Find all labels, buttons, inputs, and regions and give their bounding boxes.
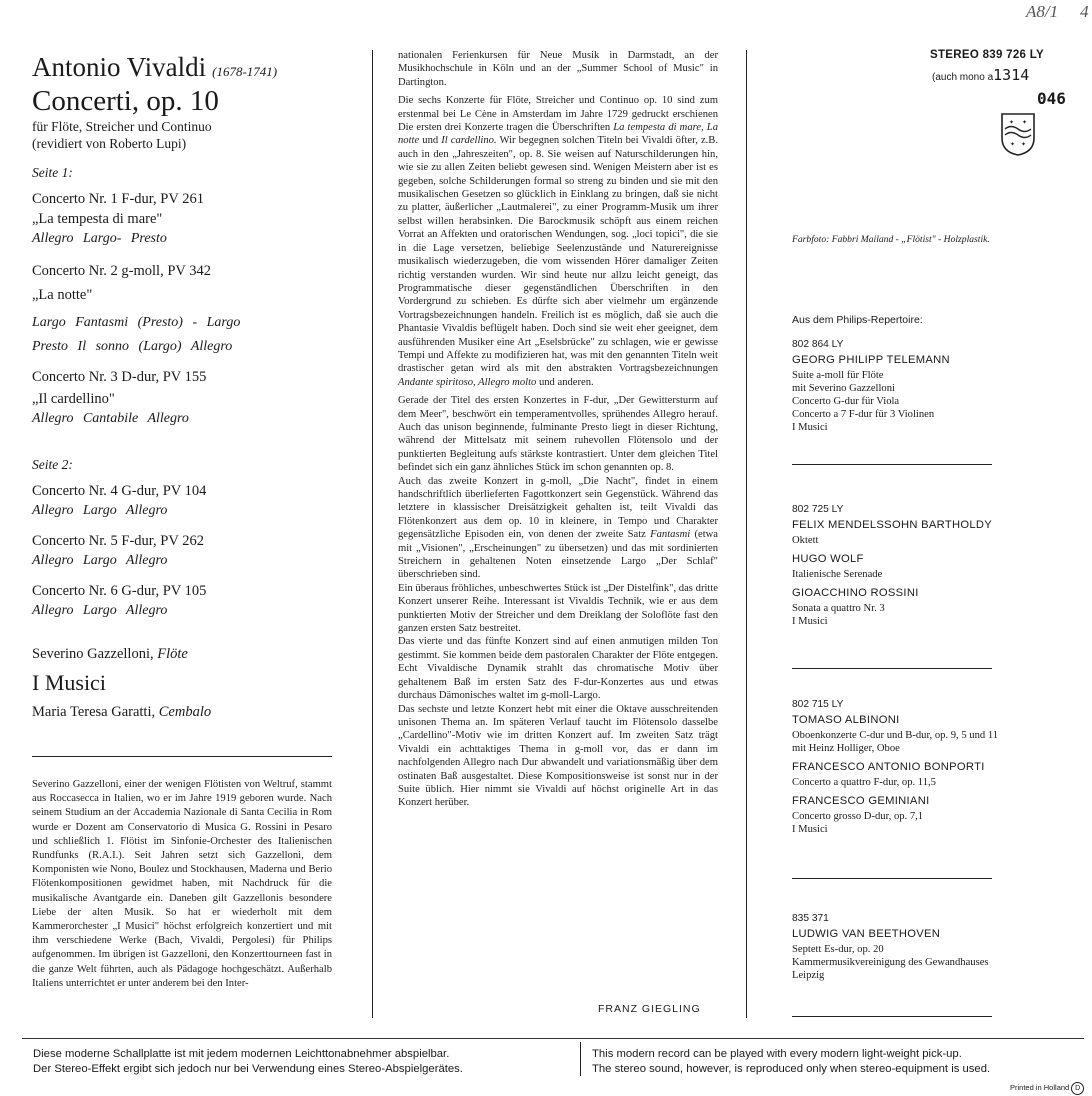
repertoire-work: mit Severino Gazzelloni [792,383,895,394]
notes-text: (etwa mit „Visionen", „Erscheinungen" zu übersetzen) und das mit sordinierten Streichern in gehaltenen Noten einsetzende Largo „Der Schlaf" überschrieben sind. [398,529,718,581]
svg-text:✦: ✦ [1022,119,1028,126]
soloist-line [32,643,352,665]
concerto-3 [32,367,352,429]
repertoire-composer: HUGO WOLF [792,553,864,565]
philips-shield-icon [1000,112,1036,156]
concerto-4 [32,481,352,521]
notes-title: La tempesta di mare, La notte [398,122,718,147]
repertoire-work: Italienische Serenade [792,569,883,580]
repertoire-work: Concerto grosso D-dur, op. 7,1 [792,811,924,822]
footer-german-line-2: Der Stereo-Effekt ergibt sich jedoch nur bei Verwendung eines Stereo-Abspielgerätes. [33,1063,463,1075]
repertoire-work: I Musici [792,824,828,835]
repertoire-divider [792,878,992,879]
left-divider [32,756,332,757]
footer-german-line-1: Diese moderne Schallplatte ist mit jedem modernen Leichttonabnehmer abspielbar. [33,1048,450,1060]
program-column [32,52,352,723]
side-1-label: Seite 1: [32,165,73,180]
mono-code: 1314 [993,66,1030,84]
harpsichordist-line [32,701,352,723]
footer-english [592,1047,1072,1077]
repertoire-work: Concerto G-dur für Viola [792,396,900,407]
notes-text: Die sechs Konzerte für Flöte, Streicher und Continuo op. 10 sind zum erstenmal bei Le Cène in Amsterdam im Jahre 1729 gedruckt erschienen Die ersten drei Konzerte tragen die Überschriften [398,95,718,134]
mono-catalog-line [932,66,1029,84]
notes-paragraph: Das sechste und letzte Konzert hebt mit einer die Oktave ausschreitenden unisonen Thema an. Im späteren Verlauf taucht im Flötensolo dasselbe „Cardellino"-Motiv wie im dritten Konzert auf. Im zweiten Satz trägt Vivaldi ein achttaktiges Thema in g-moll vor, das er dann im nachfolgenden Allegro nach Dur abwandelt und variationsmäßig über dem ostinaten Baß ausgestaltet. Diese Kompositionsweise ist sonst nur in der Suite üblich. Hier nimmt sie Vivaldi auf höchst originelle Art in das Konzert herüber. [398,703,718,809]
notes-text: Auch das zweite Konzert in g-moll, „Die Nacht", findet in einem handschriftlich überlieferten Fagottkonzert sein Gegenstück. Während das letztere in klassischer Dreisätzigkeit gehalten ist, teilt Vivaldi das Flötenkonzert aus dem op. 10 in kleinere, in Tempo und Charakter gegensätzliche Episoden ein, von denen der zweite Satz [398,475,718,541]
repertoire-work: Oktett [792,535,819,546]
soloist-name: Severino Gazzelloni, [32,646,154,662]
repertoire-work: Oboenkonzerte C-dur und B-dur, op. 9, 5 und 11 [792,730,999,741]
concerto-5 [32,531,352,571]
concerto-movements: Allegro Cantabile Allegro [32,411,189,426]
liner-notes [398,49,718,810]
svg-text:✦: ✦ [1021,141,1027,148]
repertoire-catalog: 835 371 [792,913,829,924]
notes-text: Wir begegnen solchen Titeln bei Vivaldi öfter, z.B. auch in den „Jahreszeiten", op. 8. Sie weisen auf Naturschilderungen hin, wie sie zu allen Zeiten beliebt gewesen sind. Wenigen Meistern aber ist es gegeben, solche Schilderungen formal so streng zu binden und sie mit den musikalischen Gesetzen so glücklich in Einklang zu bringen, daß sie nicht zu platter, äußerlicher „Lautmalerei", zu einer Programm-Musik um ihrer selbst willen herabsinken. Die Barockmusik schöpft aus einem reichen Vorrat an Affekten und oratorischen Wendungen, sog. „loci topici", die sie in die Lage versetzen, beliebige Seelenzustände und Naturereignisse musikalisch wiederzugeben, die vom wissenden Hörer damaliger Zeiten richtig verstanden wurden. Wir sind heute nur allzu leicht geneigt, das Programmatische dieser gegenständlichen Überschriften in den Vordergrund zu schieben. Es dürfte sich aber vielmehr um ergänzende Vortragsbezeichnungen handeln. Freilich ist es möglich, daß sie auch die Phantasie Vivaldis beflügelt haben. Doch sind sie weit eher geeignet, dem ausführenden Musiker eine Art „Eselsbrücke" zu schlagen, wie er gewisse Tempi und Affekte zu modifizieren hat, was mit den genannten Titeln weit drastischer getan wird als mit den abstrakten Vortragsbezeichnungen [398,135,719,375]
svg-text:✦: ✦ [1009,119,1015,126]
repertoire-entry-4 [792,911,1062,982]
concerto-movements-2: Presto Il sonno (Largo) Allegro [32,339,233,354]
printed-text: Printed in Holland [1010,1083,1070,1092]
notes-paragraph: nationalen Ferienkursen für Neue Musik in Darmstadt, an der Musikhochschule in Köln und an der „Summer School of Music" in Dartington. [398,50,718,88]
performers [32,643,352,723]
notes-text: und anderen. [536,376,594,388]
concerto-1 [32,189,352,249]
printed-in-holland [1010,1082,1084,1095]
repertoire-catalog: 802 715 LY [792,699,844,710]
notes-title: Fantasmi [650,529,691,541]
photo-credit: Farbfoto: Fabbri Mailand - „Flötist" - Holzplastik. [792,234,990,245]
footer-divider [580,1042,581,1076]
work-title: Concerti, op. 10 [32,85,219,117]
concerto-6 [32,581,352,621]
handwritten-number: 4 [1080,2,1089,21]
repertoire-work: Concerto a quattro F-dur, op. 11,5 [792,777,936,788]
concerto-nickname: „La tempesta di mare" [32,211,163,227]
notes-paragraph: Ein überaus fröhliches, unbeschwertes Stück ist „Der Distelfink", das dritte Konzert unserer Reihe. Interessant ist Vivaldis Technik, wie er aus dem punktierten Motiv der Streicher und dem Dreiklang der Soloflöte fast den ganzen ersten Satz bestreitet. [398,582,718,635]
footer-german [33,1047,578,1077]
instrumentation: für Flöte, Streicher und Continuo [32,119,212,134]
repertoire-composer: FELIX MENDELSSOHN BARTHOLDY [792,519,992,531]
concerto-title: Concerto Nr. 5 F-dur, PV 262 [32,533,204,549]
revision-note: (revidiert von Roberto Lupi) [32,136,187,151]
notes-paragraph [398,475,718,582]
repertoire-composer: GIOACCHINO ROSSINI [792,587,919,599]
mono-prefix: (auch mono a [932,72,994,83]
concerto-2 [32,261,352,357]
stereo-catalog-number: STEREO 839 726 LY [930,49,1044,61]
circled-d-icon: D [1071,1082,1084,1095]
footer-english-line-2: The stereo sound, however, is reproduced only when stereo-equipment is used. [592,1063,991,1075]
catalog-suffix-code: 046 [1037,89,1066,108]
concerto-title: Concerto Nr. 1 F-dur, PV 261 [32,191,204,207]
repertoire-composer: GEORG PHILIPP TELEMANN [792,354,950,366]
repertoire-catalog: 802 864 LY [792,339,844,350]
concerto-nickname: „La notte" [32,287,93,303]
concerto-nickname: „Il cardellino" [32,391,115,407]
harpsichordist-name: Maria Teresa Garatti, [32,704,156,720]
repertoire-work: I Musici [792,422,828,433]
ensemble-name: I Musici [32,670,106,695]
notes-title: Il cardellino. [441,135,497,147]
column-rule-left [372,50,373,1018]
repertoire-work: Sonata a quattro Nr. 3 [792,603,885,614]
footer-english-line-1: This modern record can be played with every modern light-weight pick-up. [592,1048,962,1060]
notes-title: Andante spiritoso, Allegro molto [398,376,537,388]
repertoire-divider [792,464,992,465]
handwritten-marks [1026,2,1089,22]
philips-logo-icon [1000,112,1036,160]
concerto-movements: Allegro Largo Allegro [32,553,168,568]
composer-dates: (1678-1741) [212,64,278,79]
repertoire-composer: FRANCESCO GEMINIANI [792,795,930,807]
repertoire-work: Kammermusikvereinigung des Gewandhauses [792,957,989,968]
notes-text: und [419,135,442,147]
concerto-movements: Allegro Largo Allegro [32,503,168,518]
svg-text:✦: ✦ [1010,141,1016,148]
repertoire-entry-2 [792,502,1062,628]
repertoire-composer: FRANCESCO ANTONIO BONPORTI [792,761,985,773]
notes-paragraph [398,94,718,389]
notes-paragraph: Gerade der Titel des ersten Konzertes in F-dur, „Der Gewittersturm auf dem Meer", beschwört ein temperamentvolles, sprühendes Allegro herauf. Auch das unison beginnende, fulminante Presto liegt in dieser Richtung, während der Mittelsatz mit seinem ruhevollen Flötensolo und der punktierten Begleitung aufs stärkste kontrastiert. Unter dem gleichen Titel befindet sich ein ganz ähnliches Stück im schon genannten op. 8. [398,395,718,474]
soloist-instrument: Flöte [157,646,188,662]
repertoire-work: I Musici [792,616,828,627]
repertoire-divider [792,668,992,669]
composer-line [32,52,352,82]
repertoire-intro: Aus dem Philips-Repertoire: [792,314,923,326]
repertoire-work: Concerto a 7 F-dur für 3 Violinen [792,409,935,420]
handwritten-ref: A8/1 [1026,2,1059,21]
notes-paragraph: Das vierte und das fünfte Konzert sind auf einen anmutigen milden Ton gestimmt. Sie kommen beide dem pastoralen Charakter der Flöte entgegen. Echt Vivaldische Dynamik strahlt das chromatische Motiv über gehaltenem Baß im ersten Satz des F-dur-Konzertes aus und etwas durchaus Dämonisches waltet im g-moll-Largo. [398,636,718,702]
repertoire-entry-3 [792,697,1062,836]
concerto-title: Concerto Nr. 2 g-moll, PV 342 [32,263,211,279]
repertoire-composer: LUDWIG VAN BEETHOVEN [792,928,941,940]
column-rule-right [746,50,747,1018]
concerto-title: Concerto Nr. 6 G-dur, PV 105 [32,583,207,599]
repertoire-divider [792,1016,992,1017]
repertoire-work: Septett Es-dur, op. 20 [792,944,884,955]
concerto-movements: Allegro Largo- Presto [32,231,167,246]
harpsichord-label: Cembalo [158,704,212,720]
repertoire-catalog: 802 725 LY [792,504,844,515]
concerto-movements: Largo Fantasmi (Presto) - Largo [32,315,241,330]
composer-name: Antonio Vivaldi [32,52,207,82]
repertoire-work: Suite a-moll für Flöte [792,370,884,381]
repertoire-work: mit Heinz Holliger, Oboe [792,743,900,754]
repertoire-composer: TOMASO ALBINONI [792,714,900,726]
concerto-title: Concerto Nr. 3 D-dur, PV 155 [32,369,207,385]
side-2-label: Seite 2: [32,457,73,472]
notes-author: FRANZ GIEGLING [598,1003,701,1015]
soloist-biography: Severino Gazzelloni, einer der wenigen Flötisten von Weltruf, stammt aus Roccasecca in Italien, wo er im Jahre 1919 geboren wurde. Nach seinem Studium an der Accademia Nazionale di Santa Cecilia in Rom wurde er Dozent am Conservatorio di Musica G. Rossini in Pesaro und schließlich 1. Flötist im Sinfonie-Orchester des Italienischen Rundfunks (R.A.I.). Seit Jahren setzt sich Gazzelloni, dem Komponisten wie Nono, Boulez und Stockhausen, Maderna und Berio Flötenkompositionen gewidmet haben, mit Nachdruck für die musikalische Avantgarde ein. Daneben gilt Gazzellonis besondere Liebe der alten Musik. So hat er wiederholt mit dem Kammerorchester „I Musici" höchst erfolgreich konzertiert und mit ihm verschiedene Werke (Bach, Vivaldi, Pergolesi) für Philips aufgenommen. Im übrigen ist Gazzelloni, den Konzerttourneen fast in die ganze Welt führten, auch als Pädagoge hochgeschätzt. Außerhalb Italiens unterrichtet er unter anderem bei den Inter- [32,779,332,989]
concerto-movements: Allegro Largo Allegro [32,603,168,618]
concerto-title: Concerto Nr. 4 G-dur, PV 104 [32,483,207,499]
repertoire-work: Leipzig [792,970,825,981]
footer-rule [22,1038,1084,1039]
repertoire-entry-1 [792,337,1062,434]
